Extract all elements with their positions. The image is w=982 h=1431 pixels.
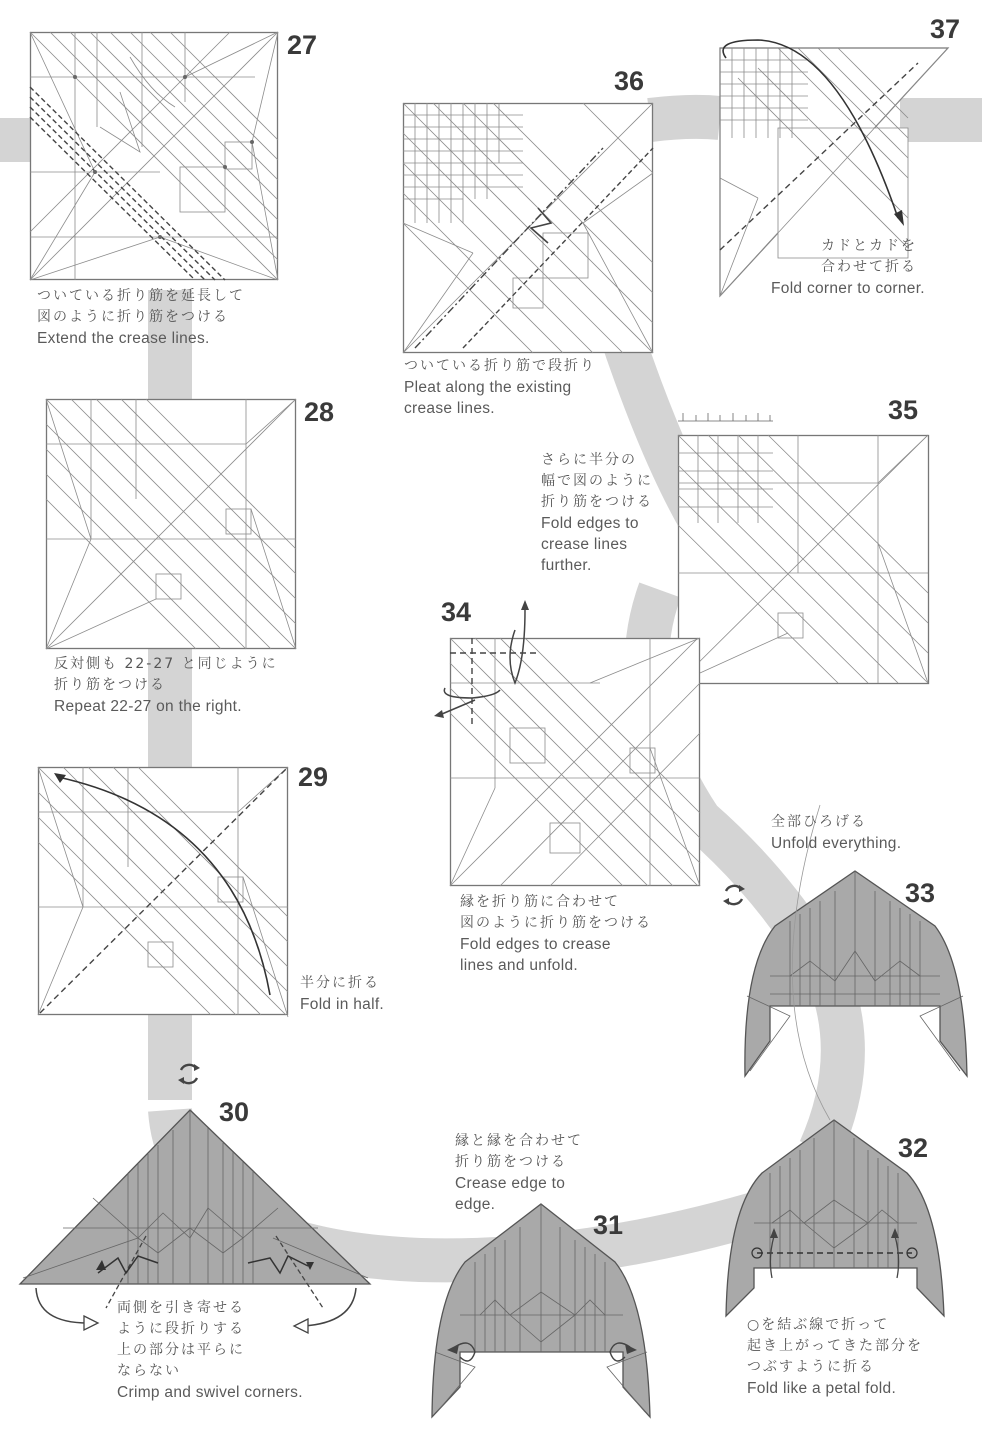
caption-ja-line: ついている折り筋を延長して: [37, 288, 245, 304]
caption-ja-line: ならない: [117, 1363, 181, 1379]
caption-ja-line: 上の部分は平らに: [117, 1342, 245, 1358]
caption-ja-line: 半分に折る: [300, 975, 380, 991]
step-31: [425, 1202, 665, 1422]
caption-ja-line: 全部ひろげる: [771, 814, 867, 830]
step-number: 32: [898, 1133, 929, 1163]
fold-arrow-icon: [450, 638, 700, 886]
caption-ja-line: 縁を折り筋に合わせて: [460, 894, 620, 910]
caption-en-line: crease lines.: [404, 400, 495, 417]
caption-ja-line: 縁と縁を合わせて: [455, 1133, 583, 1149]
caption-ja-line: 図のように折り筋をつける: [37, 309, 229, 325]
step-28: [46, 399, 296, 649]
step-27-caption: [37, 286, 245, 349]
step-32-caption: [747, 1315, 923, 1399]
step-35: [678, 413, 930, 685]
caption-ja-line: 合わせて折る: [820, 259, 917, 275]
caption-en-line: Fold edges to crease: [460, 936, 611, 953]
caption-en-line: lines and unfold.: [460, 957, 578, 974]
step-30-caption: [117, 1298, 303, 1403]
step-number: 35: [888, 395, 919, 425]
caption-ja-line: ○を結ぶ線で折って: [747, 1317, 890, 1333]
step-35-caption: [541, 450, 653, 576]
step-34-caption: [460, 892, 652, 976]
step-number: 30: [219, 1097, 250, 1127]
step-33: [735, 866, 975, 1088]
caption-en-line: Fold in half.: [300, 996, 385, 1013]
caption-en-line: Fold like a petal fold.: [747, 1380, 897, 1397]
folded-model-diagram: [735, 866, 975, 1088]
folded-model-diagram: [425, 1202, 665, 1422]
rotate-icon: [721, 882, 747, 908]
caption-en-line: Repeat 22-27 on the right.: [54, 698, 242, 715]
caption-ja-line: 両側を引き寄せる: [117, 1300, 245, 1316]
caption-ja-line: 反対側も 22-27 と同じように: [54, 656, 278, 672]
crease-pattern-diagram: [46, 399, 296, 649]
caption-en-line: Pleat along the existing: [404, 379, 572, 396]
caption-en-line: Crimp and swivel corners.: [117, 1384, 303, 1401]
step-27: [30, 32, 278, 280]
caption-ja-line: 折り筋をつける: [455, 1154, 567, 1170]
caption-en-line: Fold edges to: [541, 515, 639, 532]
step-36-caption: [404, 356, 596, 419]
step-number: 37: [930, 14, 961, 44]
step-33-caption: [771, 812, 901, 854]
caption-en-line: Extend the crease lines.: [37, 330, 210, 347]
crease-pattern-diagram: [678, 413, 930, 685]
crease-pattern-diagram: [30, 32, 278, 280]
caption-ja-line: 幅で図のように: [541, 473, 653, 489]
step-29-caption: [300, 973, 384, 1015]
step-number: 31: [593, 1210, 624, 1240]
caption-ja-line: カドとカドを: [820, 238, 917, 254]
step-number: 28: [304, 397, 335, 427]
caption-ja-line: さらに半分の: [541, 452, 637, 468]
step-37-caption: [771, 236, 925, 299]
rotate-icon: [176, 1061, 202, 1087]
crease-pattern-diagram: [38, 767, 288, 1015]
step-number: 29: [298, 762, 329, 792]
caption-ja-line: 折り筋をつける: [541, 494, 653, 510]
caption-ja-line: 起き上がってきた部分を: [747, 1338, 923, 1354]
step-31-caption: [455, 1131, 583, 1215]
caption-en-line: edge.: [455, 1196, 496, 1213]
caption-en-line: further.: [541, 557, 592, 574]
caption-en-line: Unfold everything.: [771, 835, 902, 852]
step-34: [450, 638, 700, 886]
step-number: 34: [441, 597, 472, 627]
step-number: 33: [905, 878, 936, 908]
step-number: 27: [287, 30, 318, 60]
caption-ja-line: 折り筋をつける: [54, 677, 166, 693]
step-29: [38, 767, 288, 1015]
caption-ja-line: つぶすように折る: [747, 1359, 875, 1375]
caption-en-line: Crease edge to: [455, 1175, 566, 1192]
step-number: 36: [614, 66, 645, 96]
crease-pattern-diagram: [403, 103, 653, 353]
caption-ja-line: ように段折りする: [117, 1321, 245, 1337]
step-28-caption: [54, 654, 278, 717]
caption-en-line: crease lines: [541, 536, 628, 553]
step-36: [403, 103, 653, 353]
caption-ja-line: ついている折り筋で段折り: [404, 358, 596, 374]
caption-ja-line: 図のように折り筋をつける: [460, 915, 652, 931]
caption-en-line: Fold corner to corner.: [771, 280, 925, 297]
